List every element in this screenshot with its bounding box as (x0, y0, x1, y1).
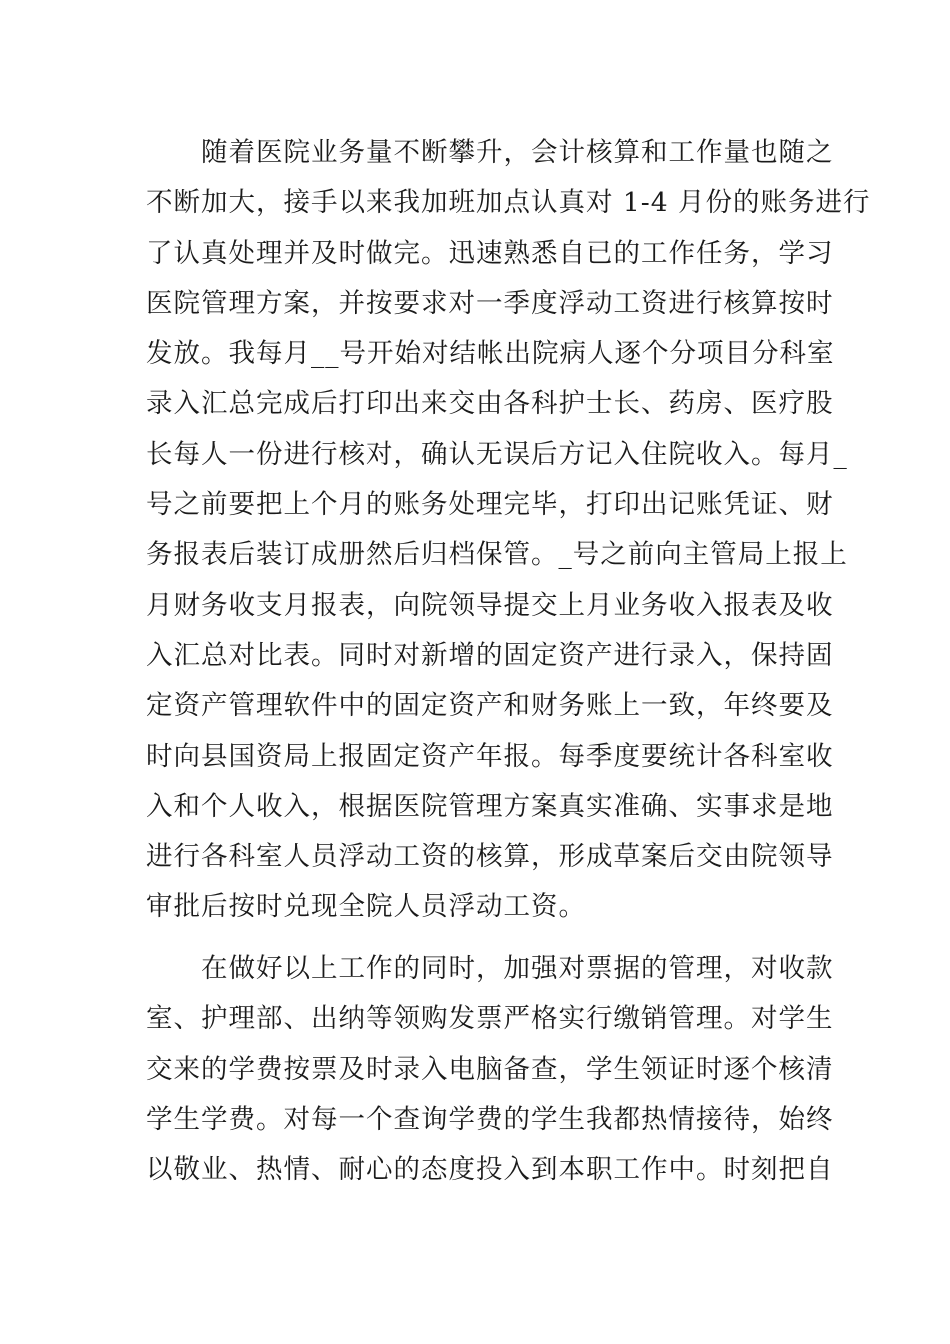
text-line: 入汇总对比表。同时对新增的固定资产进行录入，保持固 (146, 639, 834, 671)
text-line: 发放。我每月__号开始对结帐出院病人逐个分项目分科室 (146, 338, 835, 370)
text-line: 不断加大，接手以来我加班加点认真对 1-4 月份的账务进行 (146, 187, 871, 219)
text-line: 录入汇总完成后打印出来交由各科护士长、药房、医疗股 (146, 388, 834, 420)
text-line: 审批后按时兑现全院人员浮动工资。 (146, 891, 586, 923)
text-line: 交来的学费按票及时录入电脑备查，学生领证时逐个核清 (146, 1053, 834, 1085)
paragraph-1 (146, 128, 871, 933)
text-line: 入和个人收入，根据医院管理方案真实准确、实事求是地 (146, 790, 834, 822)
text-line: 长每人一份进行核对，确认无误后方记入住院收入。每月_ (146, 438, 848, 470)
text-line: 随着医院业务量不断攀升，会计核算和工作量也随之 (146, 137, 834, 168)
text-line: 在做好以上工作的同时，加强对票据的管理，对收款 (146, 953, 834, 984)
text-line: 月财务收支月报表，向院领导提交上月业务收入报表及收 (146, 589, 834, 621)
text-line: 定资产管理软件中的固定资产和财务账上一致，年终要及 (146, 690, 834, 722)
text-line: 室、护理部、出纳等领购发票严格实行缴销管理。对学生 (146, 1003, 834, 1035)
text-line: 务报表后装订成册然后归档保管。_号之前向主管局上报上 (146, 539, 848, 571)
text-line: 时向县国资局上报固定资产年报。每季度要统计各科室收 (146, 740, 834, 772)
text-line: 号之前要把上个月的账务处理完毕，打印出记账凭证、财 (146, 489, 834, 521)
text-line: 医院管理方案，并按要求对一季度浮动工资进行核算按时 (146, 287, 834, 319)
paragraph-2 (146, 944, 834, 1195)
text-line: 了认真处理并及时做完。迅速熟悉自已的工作任务，学习 (146, 237, 834, 269)
text-line: 以敬业、热情、耐心的态度投入到本职工作中。时刻把自 (146, 1154, 834, 1186)
text-line: 学生学费。对每一个查询学费的学生我都热情接待，始终 (146, 1103, 834, 1135)
text-line: 进行各科室人员浮动工资的核算，形成草案后交由院领导 (146, 841, 834, 873)
